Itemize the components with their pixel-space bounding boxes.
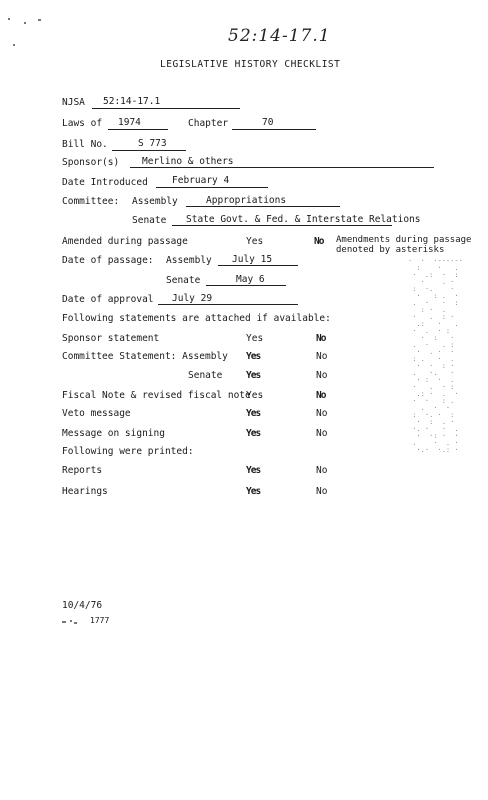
veto-message-no: No (316, 408, 328, 419)
handwritten-document-number: 52:14-17.1 (228, 26, 331, 46)
sponsor-statement-yes: Yes (246, 333, 264, 344)
veto-message-yes-struck: Yes (246, 408, 261, 419)
statements-header: Following statements are attached if available: (62, 313, 331, 324)
message-on-signing-label: Message on signing (62, 428, 165, 439)
scan-speck (74, 622, 77, 624)
committee-statement-assembly-no: No (316, 351, 328, 362)
fiscal-note-label: Fiscal Note & revised fiscal note (62, 390, 251, 401)
amended-no-struck: No (314, 236, 324, 247)
sponsor-underline (130, 167, 434, 168)
sponsor-statement-no-struck: No (316, 333, 326, 344)
committee-statement-senate-yes-struck: Yes (246, 370, 261, 381)
laws-year-value: 1974 (118, 117, 141, 128)
committee-assembly-underline (186, 206, 340, 207)
printed-header: Following were printed: (62, 446, 194, 457)
laws-label: Laws of (62, 118, 103, 129)
sponsor-statement-label: Sponsor statement (62, 333, 160, 344)
committee-label: Committee: (62, 196, 120, 207)
bill-label: Bill No. (62, 139, 108, 150)
committee-assembly-value: Appropriations (206, 195, 287, 206)
committee-senate-value: State Govt. & Fed. & Interstate Relations (186, 214, 421, 225)
date-introduced-value: February 4 (172, 175, 230, 186)
njsa-label: NJSA (62, 97, 85, 108)
njsa-underline (92, 108, 240, 109)
message-on-signing-no: No (316, 428, 328, 439)
page-title: LEGISLATIVE HISTORY CHECKLIST (160, 59, 341, 70)
passage-label: Date of passage: (62, 255, 154, 266)
message-on-signing-yes-struck: Yes (246, 428, 261, 439)
reports-no: No (316, 465, 328, 476)
hearings-yes-struck: Yes (246, 486, 261, 497)
fiscal-note-no-struck: No (316, 390, 326, 401)
passage-senate-underline (206, 285, 286, 286)
hearings-label: Hearings (62, 486, 108, 497)
scan-speck (62, 621, 66, 623)
committee-statement-senate-no: No (316, 370, 328, 381)
committee-statement-senate-label: Senate (188, 370, 223, 381)
laws-underline (108, 129, 168, 130)
chapter-label: Chapter (188, 118, 229, 129)
passage-assembly-value: July 15 (232, 254, 273, 265)
scan-speck (13, 44, 15, 46)
footer-code: 1777 (90, 616, 110, 625)
amended-label: Amended during passage (62, 236, 188, 247)
scan-speck (70, 620, 72, 622)
reports-yes-struck: Yes (246, 465, 261, 476)
passage-senate-label: Senate (166, 275, 201, 286)
passage-senate-value: May 6 (236, 274, 265, 285)
committee-assembly-label: Assembly (132, 196, 178, 207)
fiscal-note-yes: Yes (246, 390, 264, 401)
scan-speck (8, 18, 10, 20)
date-introduced-underline (156, 187, 268, 188)
veto-message-label: Veto message (62, 408, 131, 419)
amended-note-line2: denoted by asterisks (336, 245, 445, 255)
committee-statement-assembly-label: Committee Statement: Assembly (62, 351, 228, 362)
amended-note-line1: Amendments during passage (336, 235, 472, 245)
approval-value: July 29 (172, 293, 213, 304)
njsa-value: 52:14-17.1 (103, 96, 161, 107)
bill-underline (112, 150, 186, 151)
date-introduced-label: Date Introduced (62, 177, 148, 188)
scan-speck (24, 22, 26, 24)
approval-underline (158, 304, 298, 305)
reports-label: Reports (62, 465, 103, 476)
chapter-value: 70 (262, 117, 274, 128)
scan-noise: · · ·-·-·-· : · . · .: · : · . · : ·. · · : . · . · · : : · . · . : · .: · . · . · : · : · . · . : · . · · : . · . · · : · . ·. · · : · . · . · : .: · . · · · : . . · · : ·. · : · : . · ·. · · . · ·: · · . · . · ·.· ·.: · (408, 257, 463, 454)
committee-senate-label: Senate (132, 215, 167, 226)
amended-yes: Yes (246, 236, 264, 247)
sponsor-value: Merlino & others (142, 156, 234, 167)
bill-value: S 773 (138, 138, 167, 149)
sponsor-label: Sponsor(s) (62, 157, 120, 168)
committee-statement-assembly-yes-struck: Yes (246, 351, 261, 362)
chapter-underline (232, 129, 316, 130)
hearings-no: No (316, 486, 328, 497)
approval-label: Date of approval (62, 294, 154, 305)
passage-assembly-underline (218, 265, 298, 266)
footer-date: 10/4/76 (62, 600, 103, 611)
scan-speck (38, 19, 41, 21)
committee-senate-underline (172, 225, 392, 226)
passage-assembly-label: Assembly (166, 255, 212, 266)
